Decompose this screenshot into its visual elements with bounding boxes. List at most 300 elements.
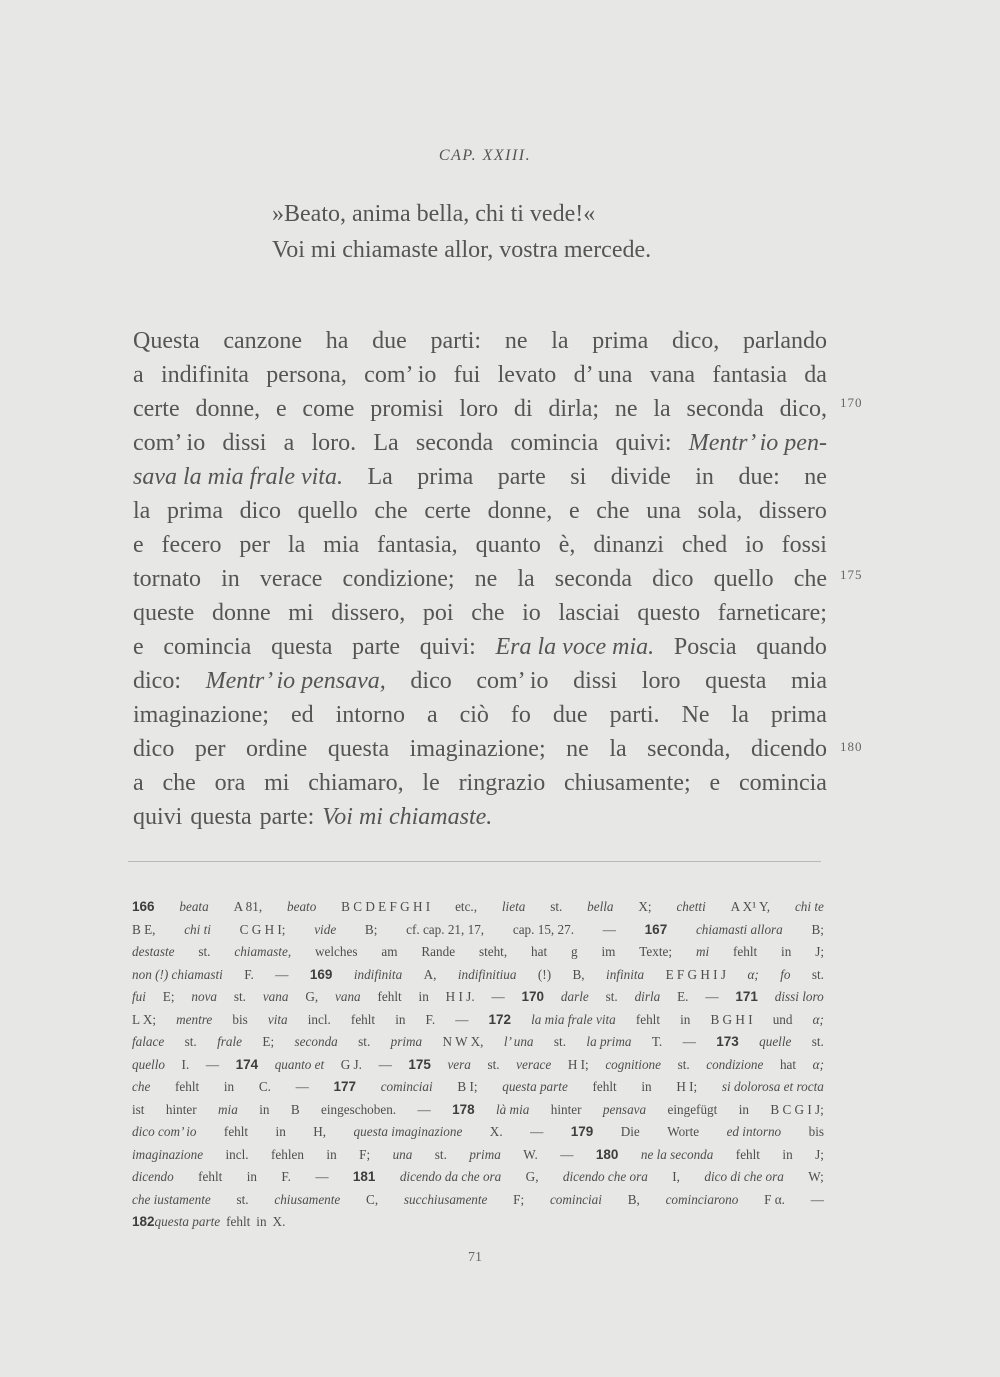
note-line <box>132 964 824 987</box>
word: I, <box>672 1169 680 1184</box>
italic-word: cognitione <box>605 1056 661 1072</box>
word: mia <box>790 668 827 694</box>
word: fehlt <box>350 1011 376 1027</box>
word: la <box>133 498 151 524</box>
word: — <box>417 1101 431 1117</box>
word: bis <box>232 1011 248 1027</box>
italic-word: pensava <box>602 1101 647 1117</box>
italic-word: beata <box>179 899 209 914</box>
word: fehlt <box>377 989 402 1004</box>
italic-word: destaste <box>132 944 175 959</box>
word: ne <box>474 566 498 592</box>
italic-word: α; <box>812 1056 824 1072</box>
word: ordine <box>246 736 308 762</box>
italic-word: α; <box>812 1011 824 1027</box>
word: in <box>246 1169 257 1184</box>
word: hinter <box>550 1101 582 1117</box>
word: in <box>395 1011 406 1027</box>
word: — <box>205 1056 220 1072</box>
word: in <box>326 1146 337 1162</box>
italic-word: chi te <box>794 899 824 914</box>
italic-word: quelle <box>759 1034 792 1049</box>
word: e <box>133 634 144 660</box>
word: io <box>745 532 764 558</box>
word: comincia <box>510 430 599 456</box>
word: B E, <box>132 921 156 937</box>
note-line-number: 172 <box>488 1011 512 1027</box>
note-line <box>132 941 824 964</box>
word: fantasia, <box>377 532 458 558</box>
word: d’ una <box>573 362 633 388</box>
italic-word: mentre <box>176 1011 213 1027</box>
word: st. <box>184 1034 197 1049</box>
note-line <box>132 1189 824 1212</box>
word: donne, <box>195 396 261 422</box>
word: dirla; <box>548 396 600 422</box>
italic-word: chiamasti allora <box>695 921 783 937</box>
word: g <box>571 944 578 959</box>
word: ringrazio <box>458 770 546 796</box>
note-line-number: 180 <box>595 1146 619 1162</box>
note-line <box>132 1009 824 1032</box>
verse-line: Voi mi chiamaste allor, vostra mercede. <box>272 237 652 263</box>
word: fecero <box>161 532 222 558</box>
word: B; <box>364 921 378 937</box>
word: X. <box>489 1124 503 1139</box>
word: La <box>373 430 399 456</box>
word: in <box>221 566 240 592</box>
italic-word: si dolorosa et rocta <box>721 1079 824 1094</box>
italic-word: la mia frale vita <box>531 1011 616 1027</box>
note-line <box>132 1076 824 1099</box>
note-line-number: 175 <box>408 1056 431 1072</box>
word: queste <box>133 600 195 626</box>
italic-word: mia <box>218 1101 238 1117</box>
word: mi <box>264 770 290 796</box>
word: chiamaro, <box>308 770 404 796</box>
word: parte: <box>259 804 315 830</box>
italic-word: ed intorno <box>726 1124 782 1139</box>
word: la <box>551 328 569 354</box>
word: — <box>682 1034 696 1049</box>
word: che <box>793 566 827 592</box>
word: che <box>374 498 408 524</box>
word: — <box>491 989 505 1004</box>
word: F; <box>513 1191 525 1207</box>
italic-word: chiamaste, <box>234 944 292 959</box>
word: hat <box>531 944 548 959</box>
note-line-number: 171 <box>735 989 758 1004</box>
critical-apparatus <box>132 896 824 1234</box>
page-number: 71 <box>468 1250 482 1265</box>
word: B <box>290 1101 300 1117</box>
word: G J. <box>340 1056 362 1072</box>
word: cap. 15, 27. <box>512 921 575 937</box>
italic-word: verace <box>516 1056 552 1072</box>
word: in <box>781 944 792 959</box>
word: im <box>601 944 616 959</box>
word: comincia <box>738 770 827 796</box>
word: donne <box>211 600 271 626</box>
word: dicendo <box>750 736 827 762</box>
line-number: 175 <box>840 567 863 582</box>
word: dico <box>410 668 452 694</box>
word: — <box>455 1011 469 1027</box>
italic-word: quello <box>132 1056 165 1072</box>
word: — <box>810 1191 824 1207</box>
word: in <box>641 1079 652 1094</box>
word: la <box>609 736 627 762</box>
word: B I; <box>457 1079 478 1094</box>
word: hat <box>779 1056 797 1072</box>
word: C. <box>258 1079 271 1094</box>
word: bis <box>808 1124 824 1139</box>
word: — <box>530 1124 544 1139</box>
italic-word: non (!) chiamasti <box>132 966 223 982</box>
italic-word: nova <box>191 989 218 1004</box>
note-line-number: 166 <box>132 899 155 914</box>
word: com’ io <box>364 362 437 388</box>
italic-word: seconda <box>294 1034 338 1049</box>
word: levato <box>497 362 557 388</box>
italic-word: questa parte <box>154 1214 221 1229</box>
word: ne <box>566 736 589 762</box>
italic-word: dirla <box>634 989 661 1004</box>
italic-word: l’ una <box>503 1034 534 1049</box>
word: A, <box>423 966 437 982</box>
word: la <box>517 566 535 592</box>
word: H I; <box>676 1079 698 1094</box>
word: ist <box>132 1101 145 1117</box>
word: in <box>259 1101 270 1117</box>
word: T. <box>651 1034 663 1049</box>
italic-word: beato <box>287 899 317 914</box>
prose-line <box>133 596 827 630</box>
word: A 81, <box>233 899 263 914</box>
word: ora <box>214 770 246 796</box>
note-line <box>132 1144 824 1167</box>
word: che <box>162 770 196 796</box>
word: parti. <box>609 702 660 728</box>
word: due: <box>738 464 780 490</box>
word: dissi <box>573 668 618 694</box>
word: X; <box>638 899 652 914</box>
word: quello <box>713 566 774 592</box>
word: am <box>381 944 398 959</box>
word: X. <box>272 1214 286 1229</box>
italic-word: Era la voce mia. <box>495 634 655 660</box>
word: dico: <box>133 668 181 694</box>
word: Poscia <box>673 634 737 660</box>
word: E. <box>677 989 689 1004</box>
word: fantasia <box>712 362 787 388</box>
line-number: 180 <box>840 739 863 754</box>
word: dissi <box>222 430 267 456</box>
word: e <box>709 770 721 796</box>
italic-word: che iustamente <box>132 1191 211 1207</box>
word: — <box>378 1056 392 1072</box>
italic-word: vana <box>262 989 289 1004</box>
italic-word: lieta <box>501 899 526 914</box>
word: B, <box>572 966 585 982</box>
word: W. <box>523 1146 538 1162</box>
verse-line: »Beato, anima bella, chi ti vede!« <box>272 201 596 227</box>
word: — <box>560 1146 574 1162</box>
word: a <box>426 702 438 728</box>
word: quivi: <box>615 430 672 456</box>
word: certe <box>424 498 471 524</box>
prose-paragraph <box>133 324 827 834</box>
italic-word: darle <box>560 989 589 1004</box>
italic-word: cominciarono <box>665 1191 739 1207</box>
italic-word: bella <box>587 899 614 914</box>
word: loro <box>459 396 499 422</box>
word: fehlt <box>635 1011 661 1027</box>
word: st. <box>358 1034 371 1049</box>
word: e <box>568 498 580 524</box>
prose-line <box>133 460 827 494</box>
prose-line <box>133 698 827 732</box>
word: le <box>422 770 440 796</box>
word: B C G I J; <box>770 1101 824 1117</box>
note-line <box>132 1031 824 1054</box>
word: dico <box>239 498 281 524</box>
word: quello <box>297 498 358 524</box>
word: ciò <box>459 702 489 728</box>
italic-word: chi ti <box>184 921 211 937</box>
note-line-number: 167 <box>644 921 668 937</box>
word: st. <box>236 1191 249 1207</box>
note-line <box>132 986 824 1009</box>
word: questa <box>705 668 767 694</box>
italic-word: questa imaginazione <box>353 1124 463 1139</box>
word: di <box>513 396 533 422</box>
word: E F G H I J <box>665 966 727 982</box>
italic-word: la prima <box>586 1034 632 1049</box>
word: J; <box>815 944 824 959</box>
word: F α. <box>764 1191 785 1207</box>
word: quivi <box>133 804 183 830</box>
note-line-number: 178 <box>452 1101 475 1117</box>
word: — <box>705 989 719 1004</box>
footnote-divider <box>128 861 821 862</box>
word: steht, <box>478 944 508 959</box>
word: in <box>275 1124 286 1139</box>
word: E; <box>162 989 175 1004</box>
italic-word: ne la seconda <box>640 1146 714 1162</box>
word: dinanzi <box>593 532 664 558</box>
word: Ne <box>681 702 710 728</box>
word: parte <box>497 464 546 490</box>
word: J; <box>815 1146 824 1162</box>
word: questa <box>271 634 333 660</box>
word: La <box>367 464 393 490</box>
note-line <box>132 1211 824 1234</box>
italic-word: chetti <box>676 899 706 914</box>
italic-word: infinita <box>606 966 645 982</box>
word: la <box>287 532 306 558</box>
italic-word: una <box>392 1146 413 1162</box>
prose-line <box>133 630 827 664</box>
prose-line <box>133 562 827 596</box>
word: Worte <box>667 1124 700 1139</box>
italic-word: dico com’ io <box>132 1124 197 1139</box>
word: und <box>772 1011 793 1027</box>
word: promisi <box>370 396 444 422</box>
word: E; <box>262 1034 275 1049</box>
word: st. <box>811 966 824 982</box>
word: indifinita <box>160 362 249 388</box>
chapter-header: CAP. XXIII. <box>438 147 532 164</box>
italic-word: imaginazione <box>132 1146 204 1162</box>
italic-word: falace <box>132 1034 165 1049</box>
word: e <box>275 396 287 422</box>
prose-line <box>133 528 827 562</box>
note-line-number: 177 <box>333 1079 356 1094</box>
word: — <box>315 1169 329 1184</box>
word: parlando <box>743 328 827 354</box>
word: B C D E F G H I <box>341 899 431 914</box>
word: questa <box>327 736 390 762</box>
word: dico <box>133 736 175 762</box>
italic-word: dicendo che ora <box>562 1169 648 1184</box>
word: loro. <box>311 430 357 456</box>
word: questa <box>190 804 252 830</box>
italic-word: fui <box>132 989 146 1004</box>
italic-word: indifinitiua <box>457 966 517 982</box>
note-line-number: 182 <box>132 1214 155 1229</box>
word: W; <box>808 1169 824 1184</box>
word: st. <box>233 989 246 1004</box>
word: I. <box>181 1056 190 1072</box>
note-line-number: 169 <box>309 966 333 982</box>
word: fehlt <box>733 944 758 959</box>
word: per <box>239 532 271 558</box>
word: in <box>695 464 714 490</box>
word: mi <box>288 600 314 626</box>
word: la <box>653 396 671 422</box>
word: H I J. <box>445 989 475 1004</box>
word: fui <box>453 362 481 388</box>
word: — <box>602 921 616 937</box>
word: L X; <box>132 1011 157 1027</box>
word: st. <box>550 899 563 914</box>
word: vana <box>649 362 696 388</box>
prose-line <box>133 358 827 392</box>
word: fehlt <box>223 1124 249 1139</box>
word: etc., <box>455 899 478 914</box>
word: G, <box>305 989 319 1004</box>
word: fehlt <box>198 1169 223 1184</box>
note-line <box>132 1166 824 1189</box>
word: in <box>256 1214 267 1229</box>
word: fehlt <box>592 1079 617 1094</box>
word: loro <box>641 668 681 694</box>
word: eingeschoben. <box>321 1101 397 1117</box>
word: che <box>596 498 630 524</box>
word: B G H I <box>710 1011 753 1027</box>
word: lasciai <box>558 600 620 626</box>
word: una <box>646 498 681 524</box>
word: quivi: <box>419 634 476 660</box>
italic-word: chiusamente <box>274 1191 341 1207</box>
italic-word: Mentr’ io pen- <box>688 430 827 456</box>
word: seconda <box>415 430 494 456</box>
word: seconda <box>686 396 764 422</box>
word: N W X, <box>442 1034 484 1049</box>
word: C G H I; <box>239 921 286 937</box>
word: per <box>194 736 226 762</box>
word: F. <box>244 966 254 982</box>
word: questo <box>637 600 701 626</box>
word: F. <box>425 1011 436 1027</box>
word: a <box>133 362 144 388</box>
italic-word: indifinita <box>353 966 403 982</box>
word: prima <box>592 328 649 354</box>
word: quanto <box>475 532 541 558</box>
prose-line <box>133 426 827 460</box>
note-line-number: 173 <box>716 1034 739 1049</box>
word: — <box>275 966 289 982</box>
word: fehlt <box>175 1079 200 1094</box>
note-line-number: 181 <box>352 1169 376 1184</box>
word: da <box>804 362 827 388</box>
word: ha <box>325 328 349 354</box>
word: comincia <box>163 634 252 660</box>
word: G, <box>525 1169 539 1184</box>
note-line-number: 179 <box>570 1124 594 1139</box>
prose-line <box>133 494 827 528</box>
word: in <box>680 1011 691 1027</box>
word: due <box>552 702 588 728</box>
italic-word: vita <box>267 1011 288 1027</box>
line-number: 170 <box>840 395 863 410</box>
word: canzone <box>223 328 302 354</box>
word: (!) <box>537 966 552 982</box>
word: st. <box>198 944 211 959</box>
word: divide <box>610 464 671 490</box>
word: la <box>731 702 749 728</box>
word: B, <box>627 1191 640 1207</box>
word: st. <box>553 1034 567 1049</box>
italic-word: α; <box>747 966 759 982</box>
word: certe <box>133 396 180 422</box>
italic-word: che <box>132 1079 151 1094</box>
word: com’ io <box>133 430 206 456</box>
prose-line <box>133 664 827 698</box>
word: seconda, <box>647 736 731 762</box>
word: ed <box>290 702 314 728</box>
word: prima <box>770 702 827 728</box>
word: — <box>295 1079 309 1094</box>
word: welches <box>315 944 358 959</box>
italic-word: mi <box>695 944 710 959</box>
word: ne <box>804 464 827 490</box>
word: st. <box>434 1146 447 1162</box>
word: seconda <box>554 566 633 592</box>
italic-word: cominciai <box>380 1079 433 1094</box>
word: Questa <box>133 328 200 354</box>
word: fehlt <box>226 1214 251 1229</box>
word: è, <box>558 532 576 558</box>
word: H, <box>313 1124 327 1139</box>
word: st. <box>487 1056 500 1072</box>
word: H I; <box>567 1056 589 1072</box>
italic-word: succhiusamente <box>403 1191 488 1207</box>
word: imaginazione; <box>409 736 546 762</box>
word: dico, <box>671 328 720 354</box>
word: st. <box>811 1034 824 1049</box>
